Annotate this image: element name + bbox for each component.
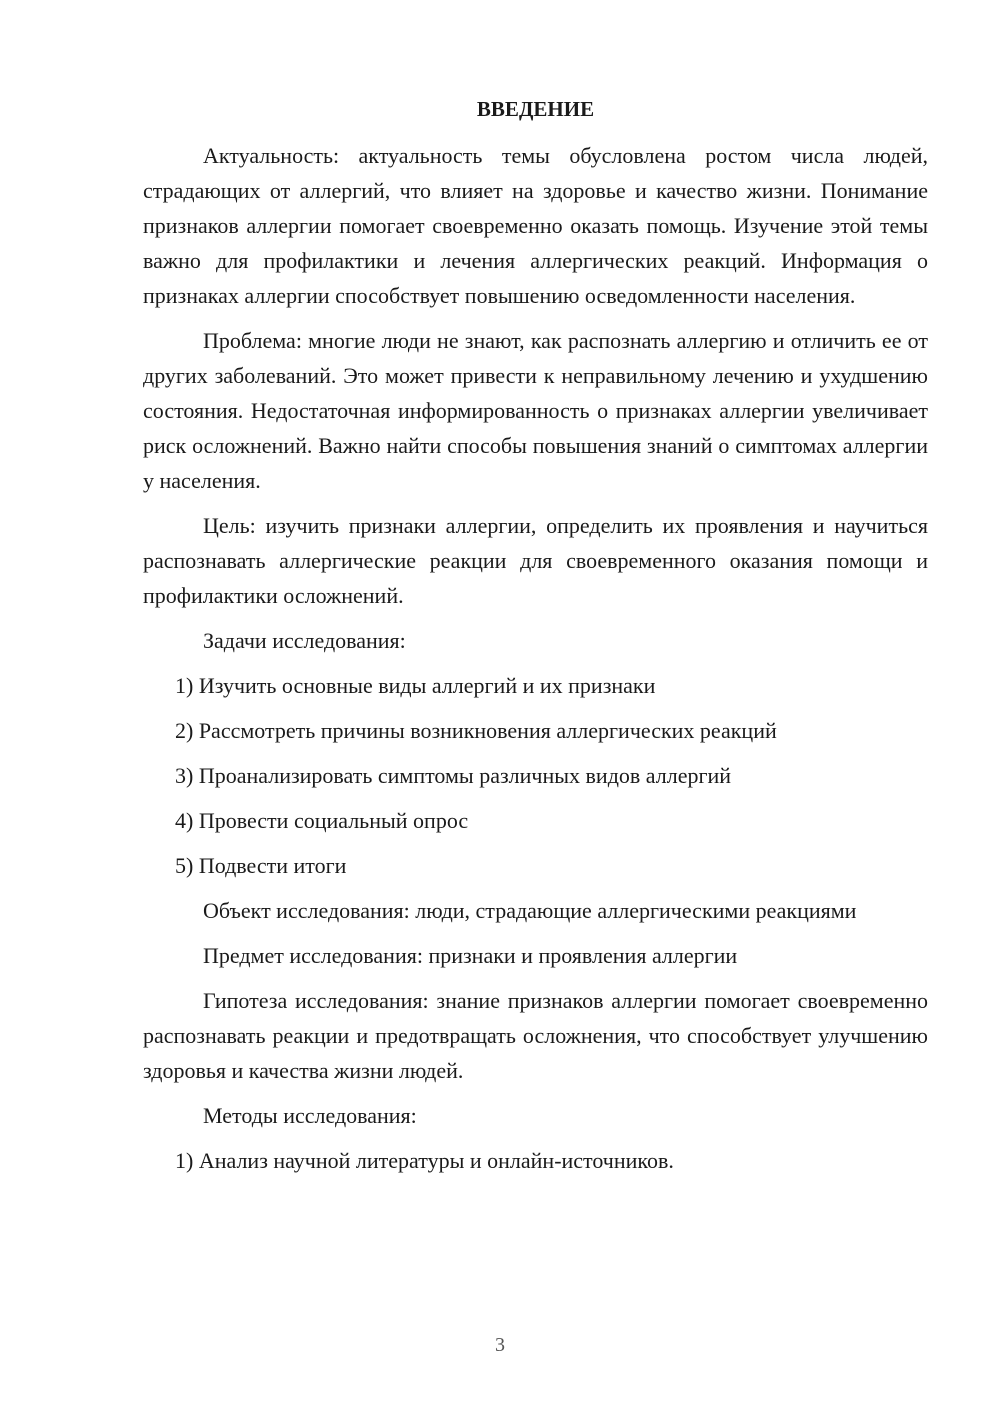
list-item: 4) Провести социальный опрос — [175, 808, 469, 833]
list-item: 5) Подвести итоги — [175, 853, 347, 878]
problem-paragraph: Проблема: многие люди не знают, как распознать аллергию и отличить ее от других заболеваний. Это может привести к неправильному лечению и ухудшению состояния. Недостаточная информированность о признаках аллергии увеличивает риск осложнений. Важно найти способы повышения знаний о симптомах аллергии у населения. — [143, 328, 928, 493]
relevance-paragraph: Актуальность: актуальность темы обусловлена ростом числа людей, страдающих от аллергий, что влияет на здоровье и качество жизни. Понимание признаков аллергии помогает своевременно оказать помощь. Изучение этой темы важно для профилактики и лечения аллергических реакций. Информация о признаках аллергии способствует повышению осведомленности населения. — [143, 143, 928, 308]
tasks-heading: Задачи исследования: — [203, 628, 406, 653]
subject-paragraph: Предмет исследования: признаки и проявления аллергии — [203, 943, 738, 968]
list-item: 2) Рассмотреть причины возникновения аллергических реакций — [175, 718, 777, 743]
object-paragraph: Объект исследования: люди, страдающие аллергическими реакциями — [203, 898, 857, 923]
list-item: 1) Анализ научной литературы и онлайн-источников. — [175, 1148, 674, 1173]
page-title: ВВЕДЕНИЕ — [476, 97, 595, 121]
methods-heading: Методы исследования: — [203, 1103, 417, 1128]
tasks-list — [143, 668, 928, 883]
page-number: 3 — [495, 1334, 505, 1356]
hypothesis-paragraph: Гипотеза исследования: знание признаков аллергии помогает своевременно распознавать реакции и предотвращать осложнения, что способствует улучшению здоровья и качества жизни людей. — [143, 988, 928, 1083]
goal-paragraph: Цель: изучить признаки аллергии, определить их проявления и научиться распознавать аллергические реакции для своевременного оказания помощи и профилактики осложнений. — [143, 513, 928, 608]
methods-list — [143, 1143, 928, 1178]
list-item: 3) Проанализировать симптомы различных видов аллергий — [175, 763, 732, 788]
document-page — [143, 92, 928, 1188]
list-item: 1) Изучить основные виды аллергий и их признаки — [175, 673, 656, 698]
